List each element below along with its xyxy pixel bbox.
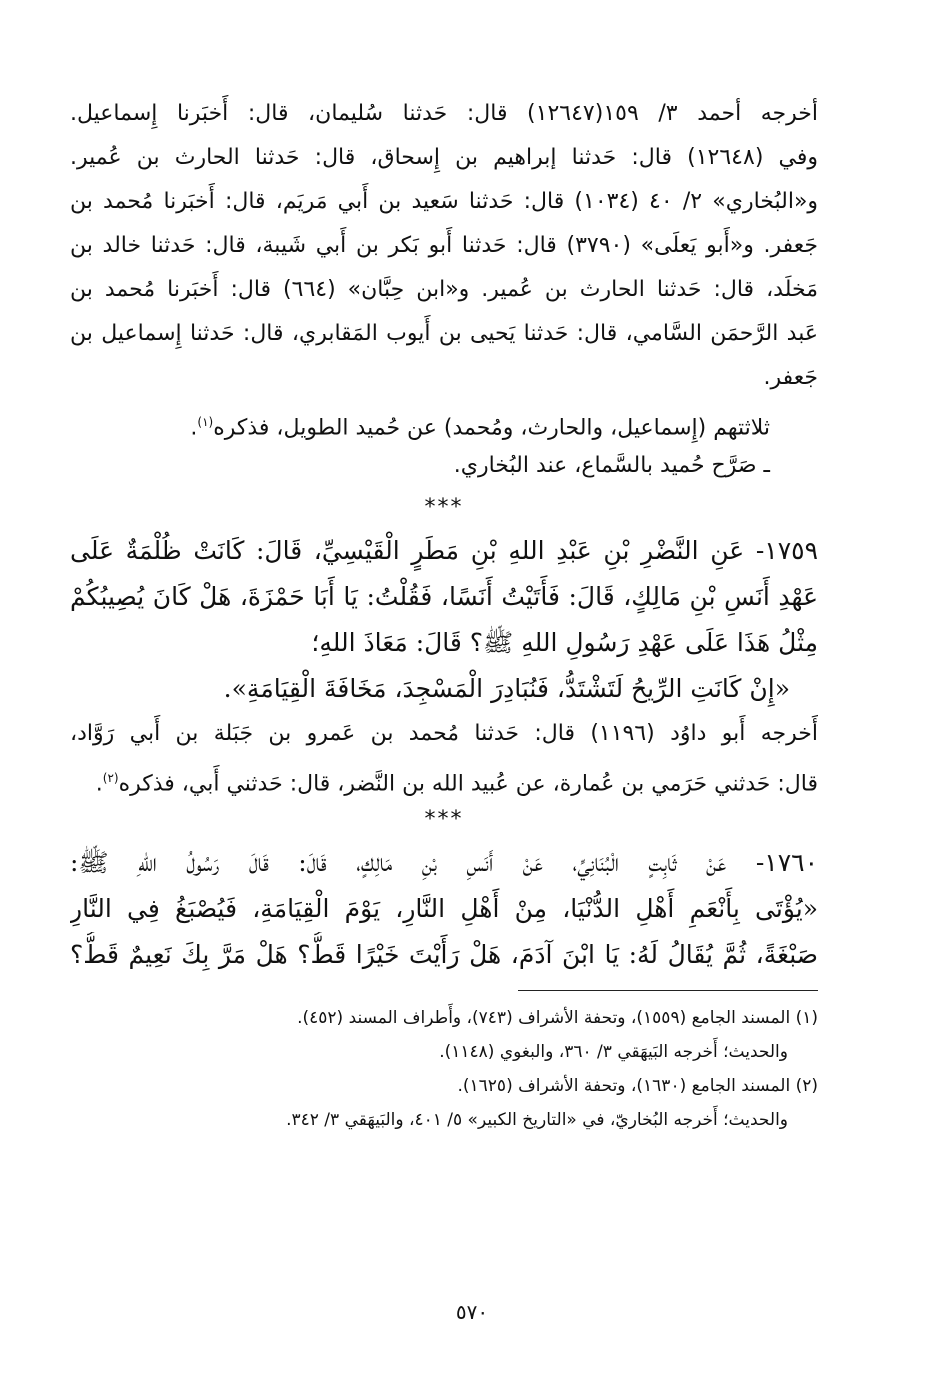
footnote-1-detail: والحديث؛ أَخرجه البَيهَقي ٣/ ٣٦٠، والبغوي (١١٤٨).: [439, 1042, 788, 1062]
text-line: وفي (١٢٦٤٨) قال: حَدثنا إبراهيم بن إِسحاق، قال: حَدثنا الحارث بن عُمير.: [70, 145, 818, 170]
takhrij-text: قال: حَدثني حَرَمي بن عُمارة، عن عُبيد الله بن النَّضر، قال: حَدثني أَبي، فذكره: [118, 771, 818, 797]
footnote-2: (٢) المسند الجامع (١٦٣٠)، وتحفة الأشراف (١٦٢٥).: [457, 1076, 818, 1096]
footnote-1: (١) المسند الجامع (١٥٥٩)، وتحفة الأشراف (٧٤٣)، وأَطراف المسند (٤٥٢).: [297, 1008, 818, 1028]
note-text: ثلاثتهم (إِسماعيل، والحارث، ومُحمد) عن حُميد الطويل، فذكره: [213, 415, 770, 441]
footnotes: [70, 1001, 818, 1137]
takhrij-1759: [70, 712, 818, 800]
hadith-line: ١٧٥٩- عَنِ النَّضْرِ بْنِ عَبْدِ اللهِ بْنِ مَطَرٍ الْقَيْسِيِّ، قَالَ: كَانَتْ ظُلْمَةٌ عَلَى: [70, 536, 818, 565]
footnote-divider: [518, 990, 818, 991]
hadith-line: صَبْغَةً، ثُمَّ يُقَالُ لَهُ: يَا ابْنَ آدَمَ، هَلْ رَأَيْتَ خَيْرًا قَطُّ؟ هَلْ مَرَّ بِكَ نَعِيمٌ قَطُّ؟: [70, 940, 818, 969]
hadith-line: عَهْدِ أَنَسِ بْنِ مَالِكٍ، قَالَ: فَأَتَيْتُ أَنَسًا، فَقُلْتُ: يَا أَبَا حَمْزَةَ، هَلْ كَانَ يُصِيبُكُمْ: [70, 582, 818, 611]
page-body: [70, 92, 818, 1137]
text-line: جَعفر.: [763, 365, 818, 390]
hadith-1760: [70, 840, 818, 978]
hadith-line: «يُؤْتَى بِأَنْعَمِ أَهْلِ الدُّنْيَا، مِنْ أَهْلِ النَّارِ، يَوْمَ الْقِيَامَةِ، فَيُصْبَغُ فِي النَّارِ: [70, 894, 818, 923]
text-line: أخرجه أحمد ٣/ ١٥٩(١٢٦٤٧) قال: حَدثنا سُليمان، قال: أَخبَرنا إِسماعيل.: [70, 101, 818, 126]
hadith-line: ١٧٦٠- عَنْ ثَابِتٍ الْبُنَانِيِّ، عَنْ أَنَسِ بْنِ مَالِكٍ، قَالَ: قَالَ رَسُولُ اللهِ ﷺ:: [70, 848, 818, 877]
note-line: ثلاثتهم (إِسماعيل، والحارث، ومُحمد) عن حُميد الطويل، فذكره$^{(١)}$.: [190, 415, 770, 441]
hadith-quote: «إِنْ كَانَتِ الرِّيحُ لَتَشْتَدُّ، فَنُبَادِرَ الْمَسْجِدَ، مَخَافَةَ الْقِيَامَةِ».: [223, 674, 790, 703]
text-line: قال: حَدثني حَرَمي بن عُمارة، عن عُبيد الله بن النَّضر، قال: حَدثني أَبي، فذكره$^{(٢)}$.: [95, 771, 818, 797]
text-line: عَبد الرَّحمَن السَّامي، قال: حَدثنا يَحيى بن أَيوب المَقابري، قال: حَدثنا إِسماعيل بن: [70, 321, 818, 346]
text-line: مَخلَد، قال: حَدثنا الحارث بن عُمير. و«ابن حِبَّان» (٦٦٤) قال: أَخبَرنا مُحمد بن: [70, 277, 818, 302]
section-separator: ***: [424, 495, 464, 520]
text-line: أَخرجه أَبو داوُد (١١٩٦) قال: حَدثنا مُحمد بن عَمرو بن جَبَلة بن أَبي رَوَّاد،: [70, 721, 818, 746]
footnote-ref-2[interactable]: (٢): [102, 771, 119, 785]
page-number: ٥٧٠: [455, 1300, 489, 1324]
text-line: و«البُخاري» ٢/ ٤٠ (١٠٣٤) قال: حَدثنا سَعيد بن أَبي مَريَم، قال: أَخبَرنا مُحمد بن: [70, 189, 818, 214]
takhrij-paragraph: [70, 92, 818, 488]
text-line: جَعفر. و«أَبو يَعلَى» (٣٧٩٠) قال: حَدثنا أَبو بَكر بن أَبي شَيبة، قال: حَدثنا خالد بن: [70, 233, 818, 258]
footnote-ref-1[interactable]: (١): [197, 415, 214, 429]
hadith-1759: [70, 528, 818, 712]
note-line: ـ صَرَّح حُميد بالسَّماع، عند البُخاري.: [453, 453, 770, 478]
footnote-2-detail: والحديث؛ أَخرجه البُخاريّ، في «التاريخ الكبير» ٥/ ٤٠١، والبَيهَقي ٣/ ٣٤٢.: [286, 1110, 788, 1130]
hadith-line: مِثْلُ هَذَا عَلَى عَهْدِ رَسُولِ اللهِ ﷺ؟ قَالَ: مَعَاذَ اللهِ؛: [311, 628, 818, 657]
section-separator: ***: [424, 807, 464, 832]
